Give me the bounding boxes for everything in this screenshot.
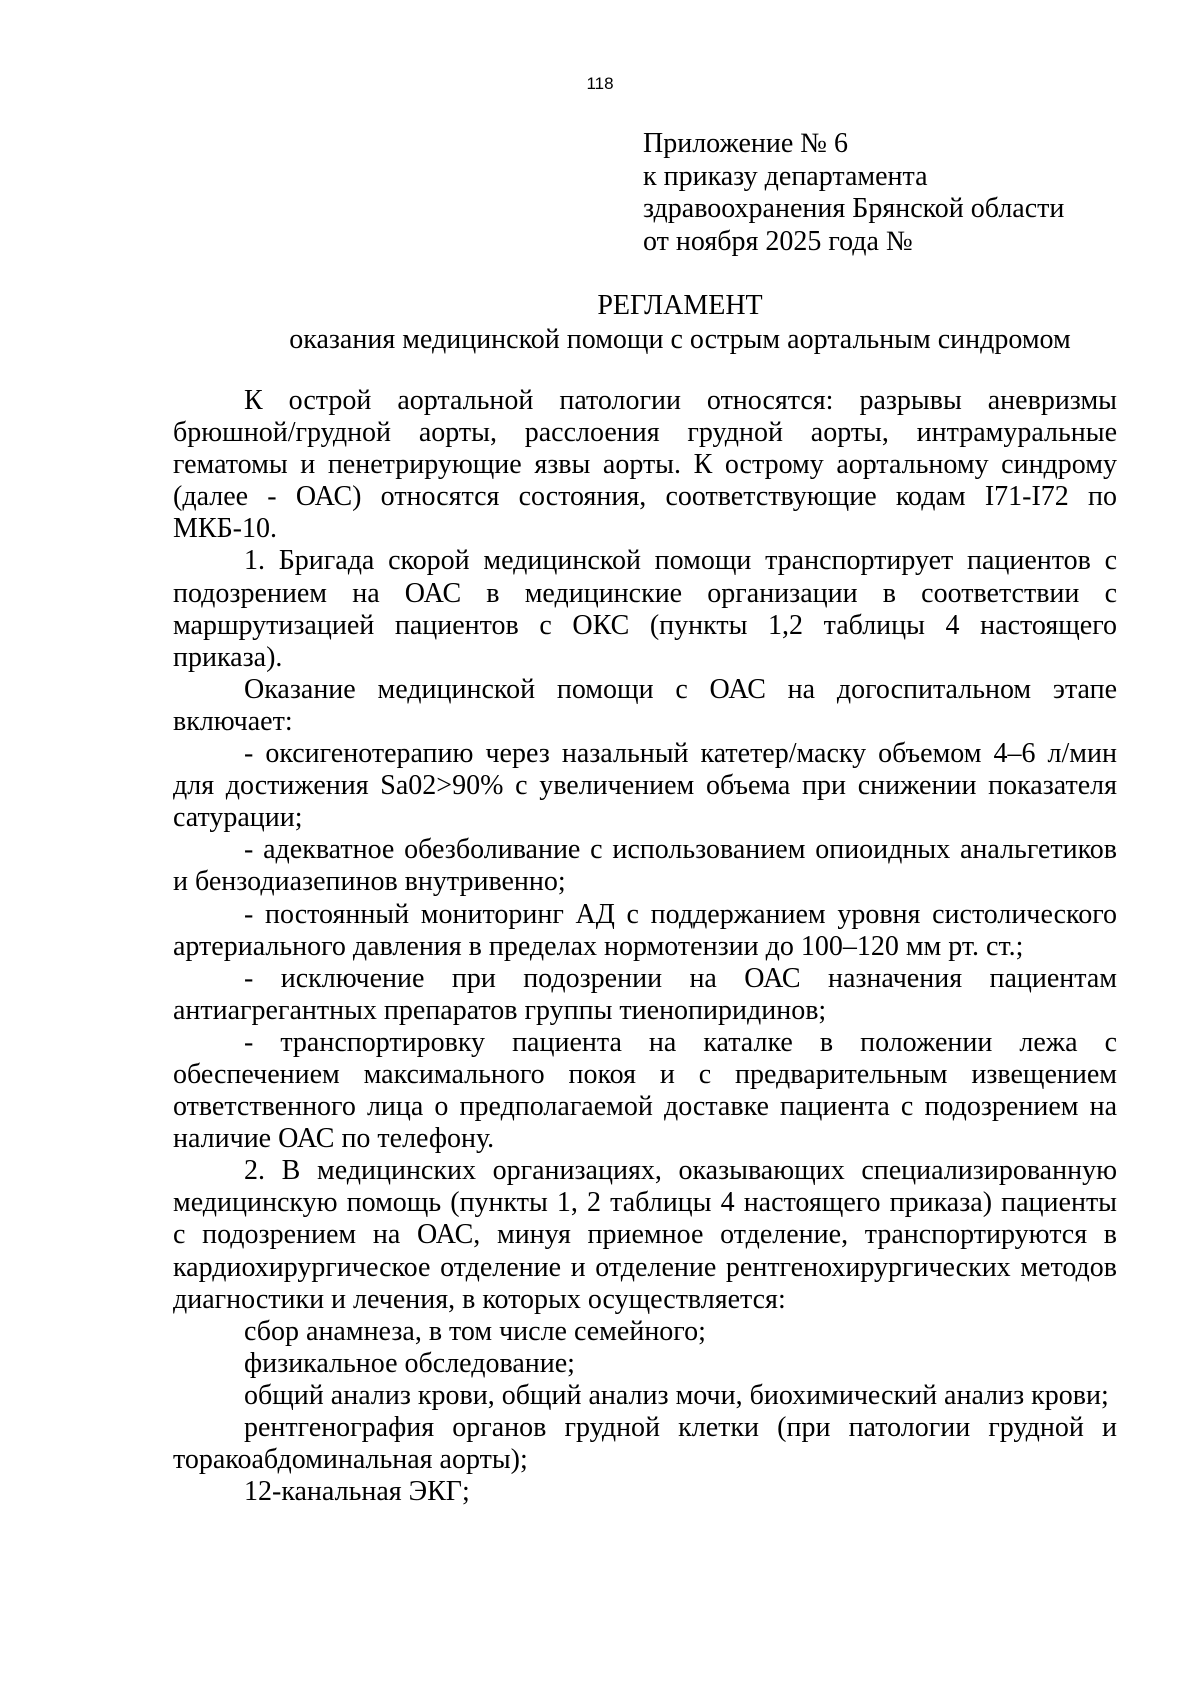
body-paragraph: - постоянный мониторинг АД с поддержанием уровня систолического артериального давления в пределах нормотензии до 100–120 мм рт. ст.; <box>173 898 1117 962</box>
body-paragraph: - оксигенотерапию через назальный катетер/маску объемом 4–6 л/мин для достижения Sa02>90% с увеличением объема при снижении показателя сатурации; <box>173 738 1117 834</box>
body-paragraph: К острой аортальной патологии относятся: разрывы аневризмы брюшной/грудной аорты, расслоения грудной аорты, интрамуральные гематомы и пенетрирующие язвы аорты. К острому аортальному синдрому (далее - ОАС) относятся состояния, соответствующие кодам I71-I72 по МКБ-10. <box>173 385 1117 545</box>
page-number: 118 <box>586 74 614 93</box>
body-paragraph: 2. В медицинских организациях, оказывающих специализированную медицинскую помощь (пункты 1, 2 таблицы 4 настоящего приказа) пациенты с подозрением на ОАС, минуя приемное отделение, транспортируются в кардиохирургическое отделение и отделение рентгенохирургических методов диагностики и лечения, в которых осуществляется: <box>173 1155 1117 1315</box>
body-paragraph: - исключение при подозрении на ОАС назначения пациентам антиагрегантных препаратов группы тиенопиридинов; <box>173 962 1117 1026</box>
body-paragraph: 12-канальная ЭКГ; <box>244 1476 470 1508</box>
body-paragraph: общий анализ крови, общий анализ мочи, биохимический анализ крови; <box>244 1379 1109 1411</box>
document-title: РЕГЛАМЕНТ <box>597 290 763 321</box>
body-paragraph: рентгенография органов грудной клетки (при патологии грудной и торакоабдоминальная аорты); <box>173 1412 1117 1476</box>
body-paragraph: 1. Бригада скорой медицинской помощи транспортирует пациентов с подозрением на ОАС в медицинские организации в соответствии с маршрутизацией пациентов с ОКС (пункты 1,2 таблицы 4 настоящего приказа). <box>173 545 1117 673</box>
document-body <box>173 385 1117 1508</box>
body-paragraph: - адекватное обезболивание с использованием опиоидных анальгетиков и бензодиазепинов внутривенно; <box>173 834 1117 898</box>
appendix-line: Приложение № 6 <box>643 128 848 159</box>
body-paragraph: физикальное обследование; <box>244 1347 575 1379</box>
appendix-line: от ноября 2025 года № <box>643 225 913 257</box>
body-paragraph: Оказание медицинской помощи с ОАС на догоспитальном этапе включает: <box>173 673 1117 737</box>
body-paragraph: сбор анамнеза, в том числе семейного; <box>244 1315 706 1347</box>
appendix-reference <box>643 128 1143 258</box>
body-paragraph: - транспортировку пациента на каталке в положении лежа с обеспечением максимального покоя и с предварительным извещением ответственного лица о предполагаемой доставке пациента с подозрением на наличие ОАС по телефону. <box>173 1026 1117 1155</box>
appendix-line: к приказу департамента <box>643 160 928 192</box>
appendix-line: здравоохранения Брянской области <box>643 193 1065 224</box>
document-subtitle: оказания медицинской помощи с острым аортальным синдромом <box>289 324 1071 355</box>
